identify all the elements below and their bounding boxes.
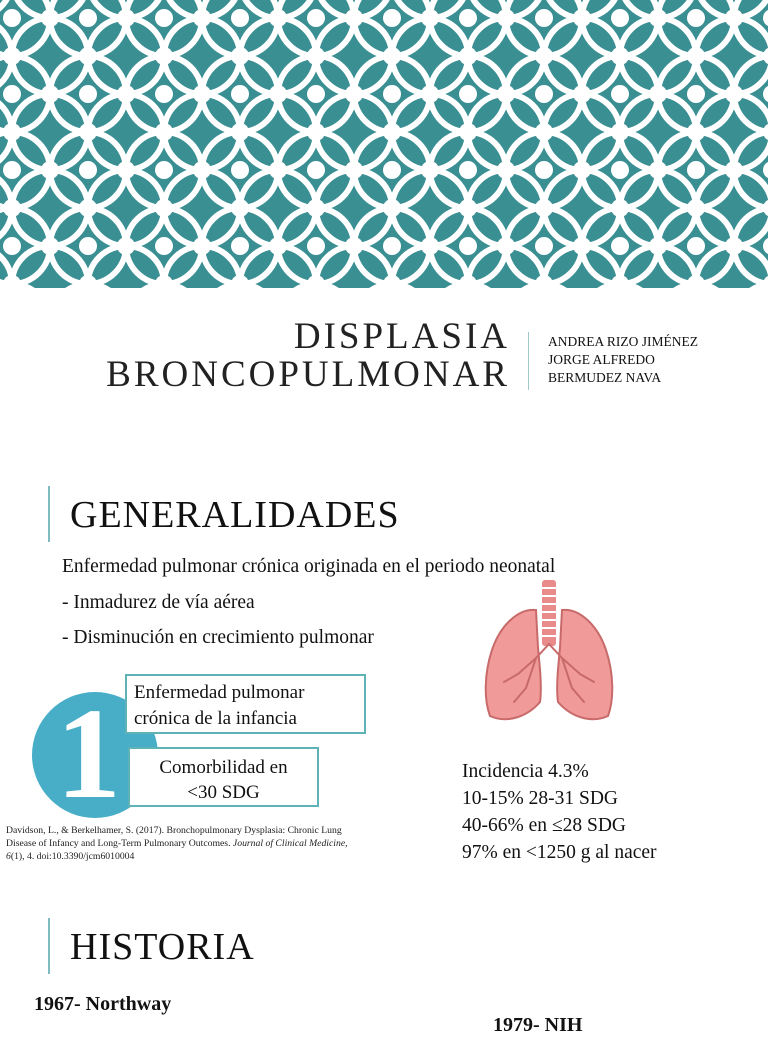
- info-box-1: [125, 674, 366, 734]
- author-line-2: JORGE ALFREDO: [548, 352, 655, 367]
- author-line-1: ANDREA RIZO JIMÉNEZ: [548, 334, 698, 349]
- stat-line-1: Incidencia 4.3%: [462, 761, 589, 782]
- author-line-3: BERMUDEZ NAVA: [548, 370, 662, 385]
- citation-authors: Davidson, L., & Berkelhamer, S. (2017). Bronchopulmonary Dysplasia: Chronic Lung Disease of Infancy and Long-Term Pulmonary Outcomes.: [6, 825, 342, 849]
- history-item-1967: 1967- Northway: [34, 993, 172, 1015]
- slide-title: [60, 318, 510, 394]
- title-line-2: BRONCOPULMONAR: [106, 354, 510, 395]
- section-heading-generalidades: GENERALIDADES: [70, 494, 400, 536]
- history-item-1979: 1979- NIH: [493, 1014, 583, 1036]
- stat-line-2: 10-15% 28-31 SDG: [462, 788, 618, 809]
- title-line-1: DISPLASIA: [293, 316, 510, 357]
- info-box-1-line-1: Enfermedad pulmonar: [134, 682, 305, 703]
- citation: [6, 824, 366, 863]
- stat-line-3: 40-66% en ≤28 SDG: [462, 815, 626, 836]
- lungs-icon: [478, 578, 628, 758]
- body-line-3: - Disminución en crecimiento pulmonar: [62, 627, 374, 648]
- authors-block: [548, 333, 698, 387]
- section-accent-bar: [48, 486, 50, 542]
- decorative-pattern: [0, 0, 768, 288]
- number-label: 1: [56, 682, 121, 826]
- stats-block: [462, 758, 657, 866]
- body-line-1: Enfermedad pulmonar crónica originada en el periodo neonatal: [62, 556, 556, 577]
- citation-journal: Journal of Clinical Medicine, 6: [6, 838, 348, 862]
- body-line-2: - Inmadurez de vía aérea: [62, 592, 255, 613]
- stat-line-4: 97% en <1250 g al nacer: [462, 842, 657, 863]
- info-box-1-line-2: crónica de la infancia: [134, 708, 297, 729]
- info-box-2-line-2: <30 SDG: [187, 782, 260, 803]
- section-accent-bar-2: [48, 918, 50, 974]
- citation-doi: (1), 4. doi:10.3390/jcm6010004: [10, 851, 135, 862]
- info-box-2-line-1: Comorbilidad en: [159, 757, 288, 778]
- section-heading-historia: HISTORIA: [70, 926, 255, 968]
- title-divider: [528, 332, 529, 390]
- info-box-2: [128, 747, 319, 807]
